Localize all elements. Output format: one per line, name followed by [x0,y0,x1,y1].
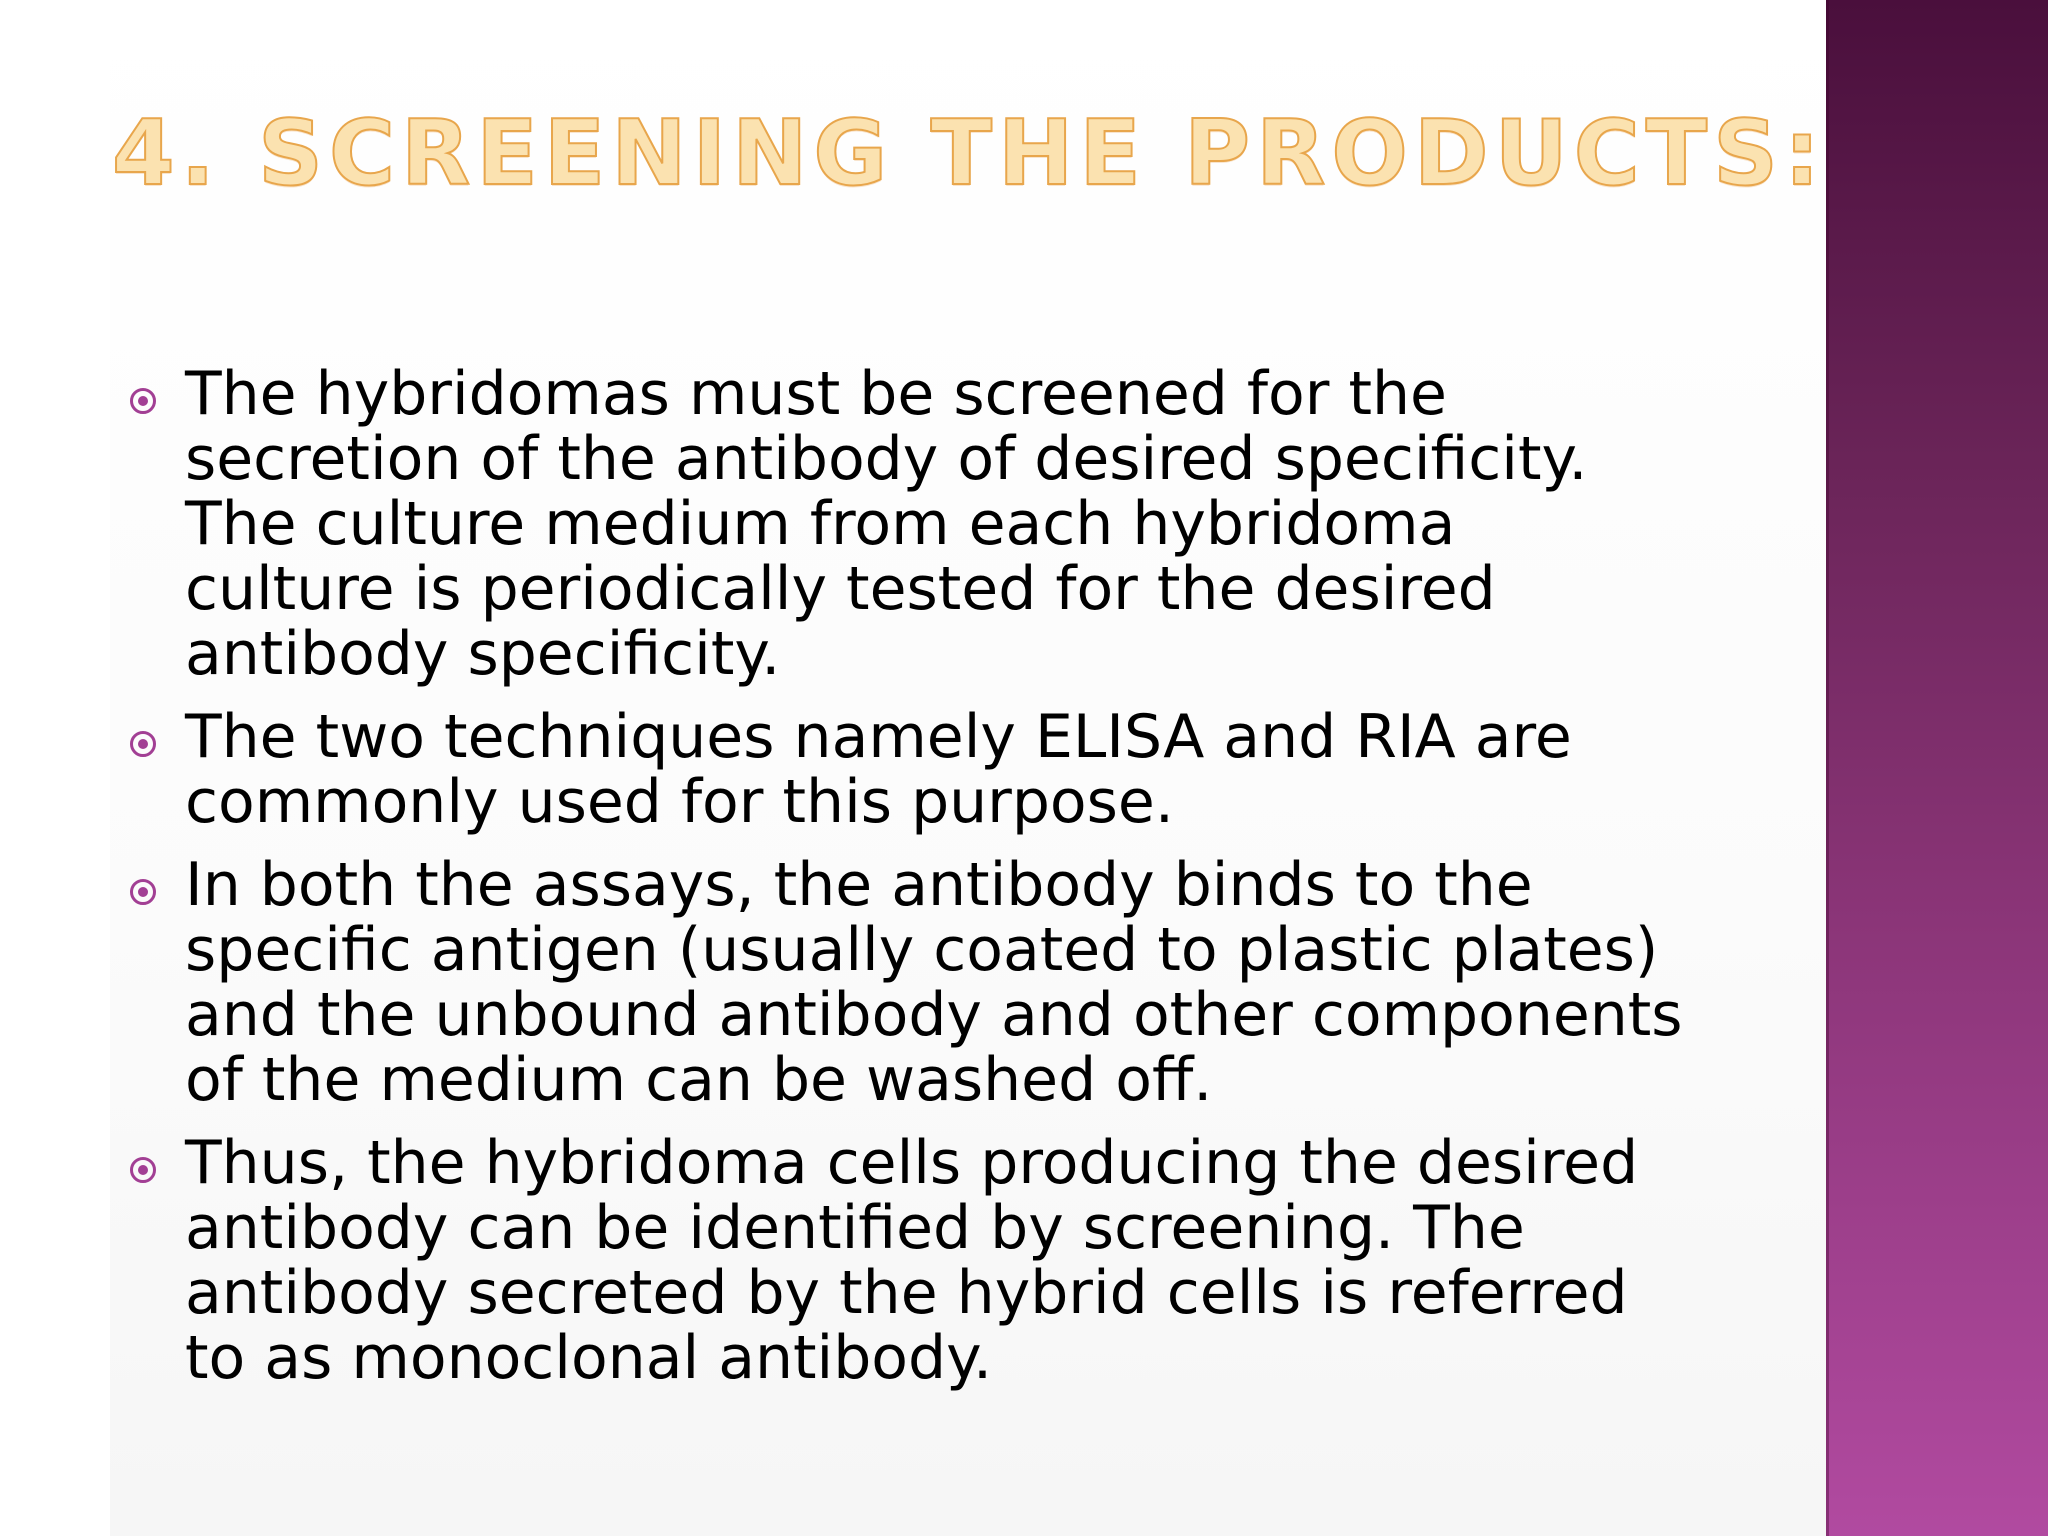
circled-dot-bullet-icon [130,731,156,757]
bullet-item-3 [130,850,1690,1115]
bullet-text: In both the assays, the antibody binds to the specific antigen (usually coated to plastic plates) and the unbound antibody and other components of the medium can be washed off. [185,850,1683,1115]
circled-dot-bullet-icon [130,879,156,905]
bullet-item-4 [130,1128,1690,1393]
bullet-text: The two techniques namely ELISA and RIA are commonly used for this purpose. [185,702,1572,837]
circled-dot-bullet-icon [130,388,156,414]
bullet-text: Thus, the hybridoma cells producing the desired antibody can be identified by screening. The antibody secreted by the hybrid cells is referred to as monoclonal antibody. [185,1128,1639,1393]
slide-title: 4. SCREENING THE PRODUCTS: [112,101,1826,206]
bullet-text: The hybridomas must be screened for the secretion of the antibody of desired specificity. The culture medium from each hybridoma culture is periodically tested for the desired antibody specificity. [185,359,1588,689]
bullet-item-2 [130,702,1690,837]
circled-dot-bullet-icon [130,1157,156,1183]
bullet-item-1 [130,359,1690,689]
bullet-list [130,359,1690,1409]
decorative-side-bar [1826,0,2048,1536]
